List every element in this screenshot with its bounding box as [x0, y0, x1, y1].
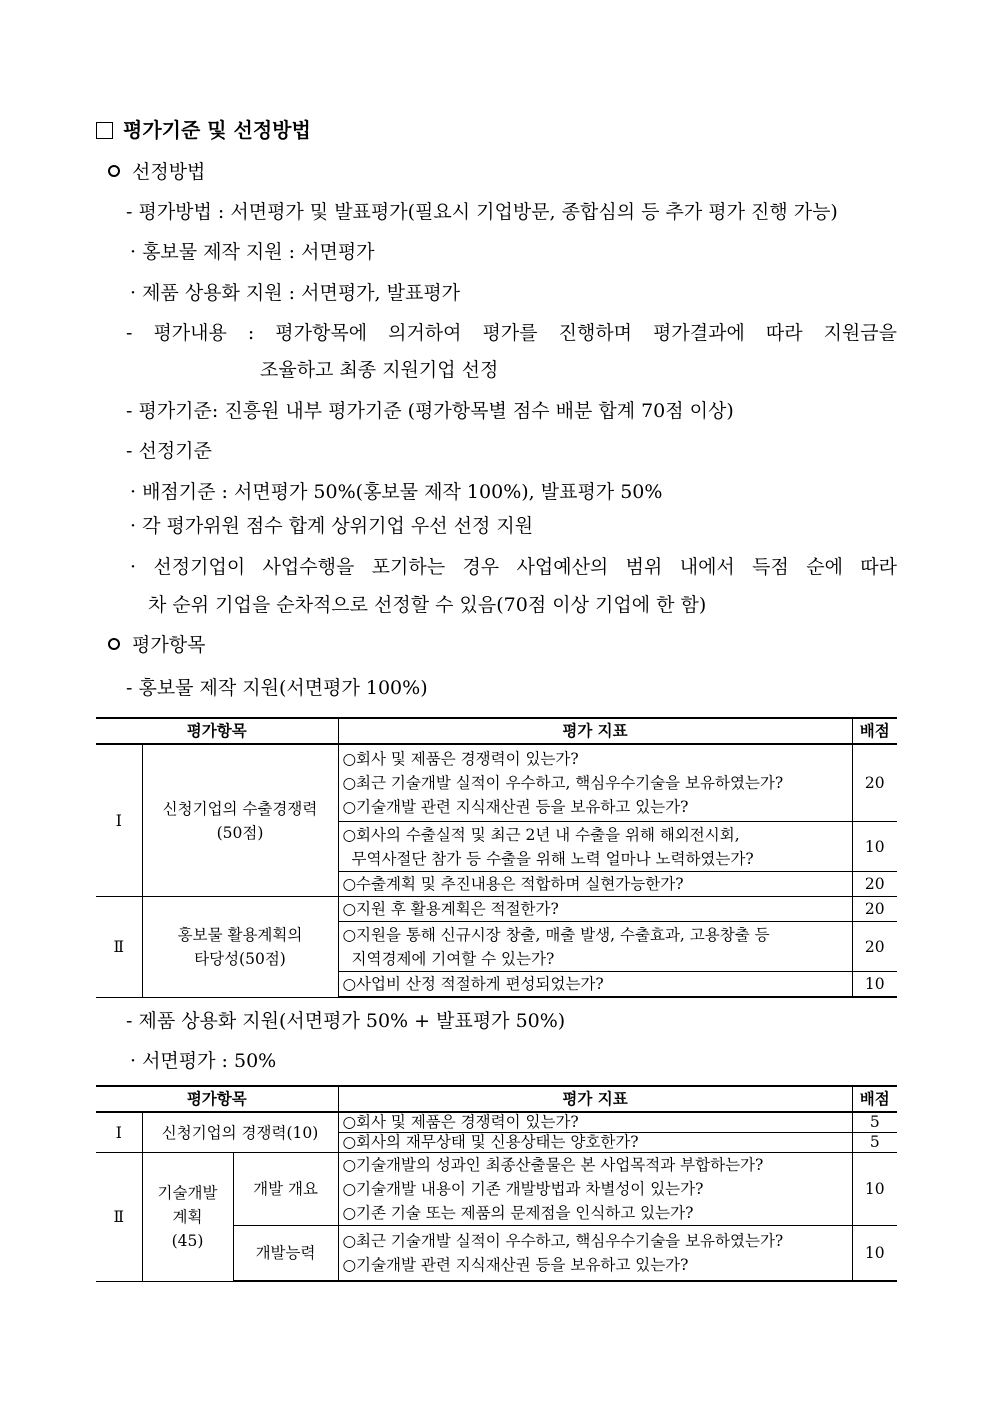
checkbox-square-icon: [96, 122, 113, 139]
selection-criteria-line: - 선정기준: [126, 440, 212, 462]
score-cell: 5: [852, 1112, 897, 1133]
eval-content-line-1: - 평가내용 : 평가항목에 의거하여 평가를 진행하며 평가결과에 따라 지원금을: [126, 322, 897, 344]
group-name: [142, 744, 338, 897]
group-name-line: 신청기업의 수출경쟁력: [162, 799, 318, 818]
document-eval-line: · 서면평가 : 50%: [130, 1050, 277, 1072]
group-points: (50점): [216, 823, 264, 842]
section-title-text: 평가기준 및 선정방법: [123, 118, 311, 142]
indicator-cell: ○사업비 산정 적절하게 편성되었는가?: [338, 972, 852, 998]
group-roman: Ⅱ: [96, 897, 142, 998]
table-row: [96, 744, 897, 822]
indicator-line: 지역경제에 기여할 수 있는가?: [351, 949, 555, 968]
indicator-line: ○회사 및 제품은 경쟁력이 있는가?: [342, 750, 579, 768]
header-indicator: 평가 지표: [338, 1086, 852, 1112]
indicator-cell: [338, 822, 852, 872]
product-method-line: · 제품 상용화 지원 : 서면평가, 발표평가: [130, 282, 461, 304]
circle-bullet-icon: [108, 638, 120, 650]
indicator-cell: [338, 1153, 852, 1226]
indicator-line: ○지원을 통해 신규시장 창출, 매출 발생, 수출효과, 고용창출 등: [342, 925, 770, 944]
table-header-row: [96, 1086, 897, 1112]
indicator-line: ○회사의 수출실적 및 최근 2년 내 수출을 위해 해외전시회,: [342, 825, 740, 844]
indicator-cell: ○회사의 재무상태 및 신용상태는 양호한가?: [338, 1133, 852, 1153]
promo-method-line: · 홍보물 제작 지원 : 서면평가: [130, 241, 375, 263]
group-name-line: 홍보물 활용계획의: [177, 925, 303, 944]
score-cell: 5: [852, 1133, 897, 1153]
eval-criteria-line: - 평가기준: 진흥원 내부 평가기준 (평가항목별 점수 배분 합계 70점 이상): [126, 400, 734, 422]
items-heading-text: 평가항목: [132, 634, 206, 656]
product-table-heading: - 제품 상용화 지원(서면평가 50% + 발표평가 50%): [126, 1010, 566, 1032]
group-name: [142, 897, 338, 998]
group-roman: Ⅰ: [96, 744, 142, 897]
section-title: [96, 118, 311, 142]
eval-method-line: - 평가방법 : 서면평가 및 발표평가(필요시 기업방문, 종합심의 등 추가 평가 진행 가능): [126, 201, 838, 223]
table-row: [96, 1112, 897, 1133]
indicator-cell: ○회사 및 제품은 경쟁력이 있는가?: [338, 1112, 852, 1133]
score-cell: 20: [852, 922, 897, 972]
score-cell: 20: [852, 897, 897, 922]
header-indicator: 평가 지표: [338, 718, 852, 744]
circle-bullet-icon: [108, 165, 120, 177]
items-heading: [108, 633, 205, 657]
fallback-line-2: 차 순위 기업을 순차적으로 선정할 수 있음(70점 이상 기업에 한 함): [148, 594, 707, 616]
indicator-line: ○최근 기술개발 실적이 우수하고, 핵심우수기술을 보유하였는가?: [342, 1232, 784, 1250]
score-cell: 20: [852, 744, 897, 822]
indicator-cell: ○지원 후 활용계획은 적절한가?: [338, 897, 852, 922]
fallback-line-1: · 선정기업이 사업수행을 포기하는 경우 사업예산의 범위 내에서 득점 순에 따라: [130, 556, 897, 578]
indicator-line: ○기술개발의 성과인 최종산출물은 본 사업목적과 부합하는가?: [342, 1156, 764, 1174]
header-score: 배점: [852, 1086, 897, 1112]
group-name-line: 계획: [172, 1207, 203, 1226]
scoring-line: · 배점기준 : 서면평가 50%(홍보물 제작 100%), 발표평가 50%: [130, 481, 663, 503]
eval-content-line-2: 조율하고 최종 지원기업 선정: [260, 359, 499, 381]
group-roman: Ⅱ: [96, 1153, 142, 1282]
header-item: 평가항목: [96, 1086, 338, 1112]
table-row: [96, 897, 897, 922]
indicator-cell: ○수출계획 및 추진내용은 적합하며 실현가능한가?: [338, 872, 852, 897]
group-name-line: 타당성(50점): [194, 949, 286, 968]
product-eval-table: [96, 1085, 897, 1282]
score-cell: 10: [852, 972, 897, 998]
group-name: 신청기업의 경쟁력(10): [142, 1112, 338, 1153]
ranking-line: · 각 평가위원 점수 합계 상위기업 우선 선정 지원: [130, 515, 534, 537]
indicator-line: ○최근 기술개발 실적이 우수하고, 핵심우수기술을 보유하였는가?: [342, 774, 784, 792]
group-points: (45): [171, 1231, 204, 1250]
indicator-cell: [338, 744, 852, 822]
score-cell: 10: [852, 1153, 897, 1226]
score-cell: 10: [852, 1226, 897, 1282]
indicator-line: ○기술개발 내용이 기존 개발방법과 차별성이 있는가?: [342, 1180, 704, 1198]
indicator-cell: [338, 1226, 852, 1282]
header-score: 배점: [852, 718, 897, 744]
score-cell: 10: [852, 822, 897, 872]
promo-table-heading: - 홍보물 제작 지원(서면평가 100%): [126, 677, 428, 699]
method-heading: [108, 160, 205, 184]
subgroup-name: 개발능력: [233, 1226, 338, 1282]
group-name: [142, 1153, 233, 1282]
indicator-line: ○기술개발 관련 지식재산권 등을 보유하고 있는가?: [342, 1256, 689, 1274]
header-item: 평가항목: [96, 718, 338, 744]
score-cell: 20: [852, 872, 897, 897]
table-row: [96, 1153, 897, 1226]
method-heading-text: 선정방법: [132, 161, 206, 183]
indicator-line: ○기존 기술 또는 제품의 문제점을 인식하고 있는가?: [342, 1204, 694, 1222]
indicator-cell: [338, 922, 852, 972]
promo-eval-table: [96, 717, 897, 998]
group-roman: Ⅰ: [96, 1112, 142, 1153]
indicator-line: 무역사절단 참가 등 수출을 위해 노력 얼마나 노력하였는가?: [351, 849, 754, 868]
table-header-row: [96, 718, 897, 744]
indicator-line: ○기술개발 관련 지식재산권 등을 보유하고 있는가?: [342, 798, 689, 816]
subgroup-name: 개발 개요: [233, 1153, 338, 1226]
group-name-line: 기술개발: [157, 1183, 218, 1202]
